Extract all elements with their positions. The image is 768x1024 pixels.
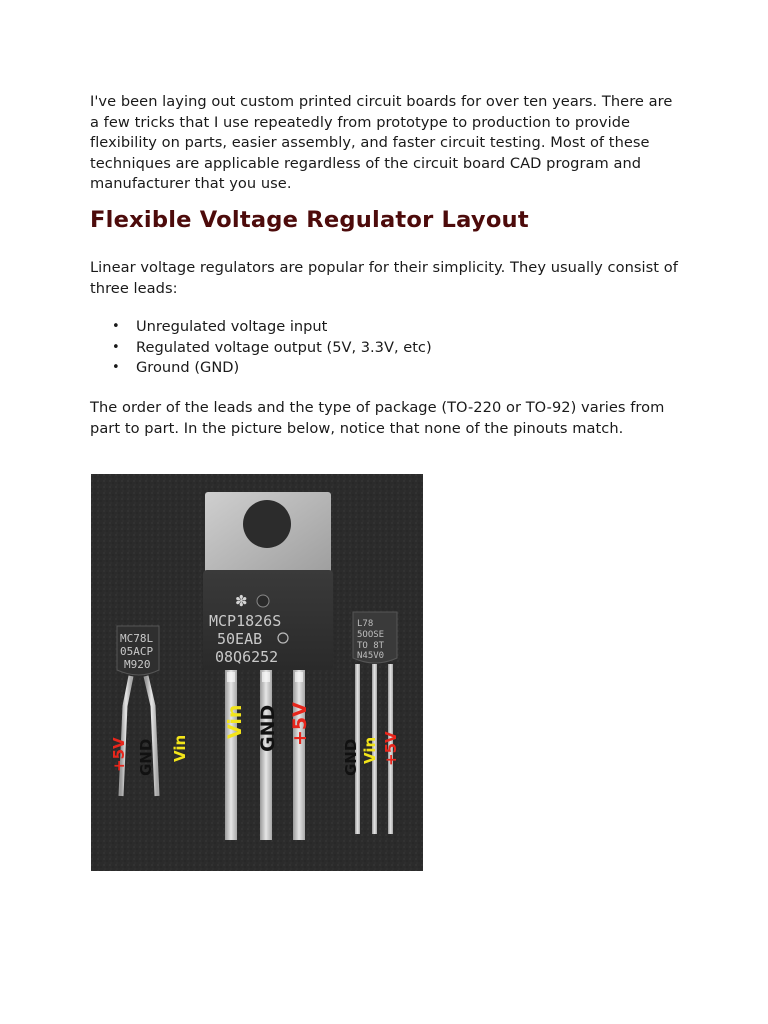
left-pin-label-5v: +5V [110, 737, 128, 772]
linear-regulator-paragraph: Linear voltage regulators are popular for their simplicity. They usually consist of three leads: [90, 259, 678, 297]
svg-text:MC78L: MC78L [120, 632, 154, 645]
svg-text:05ACP: 05ACP [120, 645, 154, 658]
section-heading: Flexible Voltage Regulator Layout [90, 207, 529, 233]
right-pin-label-gnd: GND [342, 738, 360, 776]
list-item: • Ground (GND) [90, 358, 650, 379]
svg-text:M920: M920 [124, 658, 151, 671]
left-pin-label-vin: Vin [171, 734, 189, 762]
pin-label-5v: +5V [289, 702, 311, 746]
pinout-paragraph: The order of the leads and the type of package (TO-220 or TO-92) varies from part to part. In the picture below, notice that none of the pinouts match. [90, 399, 665, 437]
leads-list [90, 317, 650, 379]
right-pin-label-5v: +5V [382, 731, 400, 766]
regulators-photo-svg [91, 474, 423, 871]
list-item: • Unregulated voltage input [90, 317, 650, 338]
pin-label-gnd: GND [257, 704, 279, 752]
marking-line-2: 50EAB [217, 630, 263, 648]
regulators-photo [91, 474, 423, 871]
intro-paragraph: I've been laying out custom printed circuit boards for over ten years. There are a few tricks that I use repeatedly from prototype to production to provide flexibility on parts, easier assembly, and faster circuit testing. Most of these techniques are applicable regardless of the circuit board CAD program and manufacturer that you use. [90, 93, 673, 193]
pin-label-vin: Vin [224, 704, 246, 739]
svg-text:L78: L78 [357, 619, 374, 629]
list-item: • Regulated voltage output (5V, 3.3V, etc) [90, 338, 650, 359]
svg-text:TO 8T: TO 8T [357, 641, 385, 651]
right-pin-label-vin: Vin [361, 736, 379, 764]
marking-line-1: MCP1826S [209, 612, 282, 630]
left-pin-label-gnd: GND [137, 738, 155, 776]
svg-text:N45V0: N45V0 [357, 651, 385, 661]
mounting-hole [243, 500, 291, 548]
svg-text:5OOSE: 5OOSE [357, 630, 385, 640]
marking-line-3: 08Q6252 [215, 648, 279, 666]
mcp-logo-icon: ✽ [235, 592, 248, 610]
